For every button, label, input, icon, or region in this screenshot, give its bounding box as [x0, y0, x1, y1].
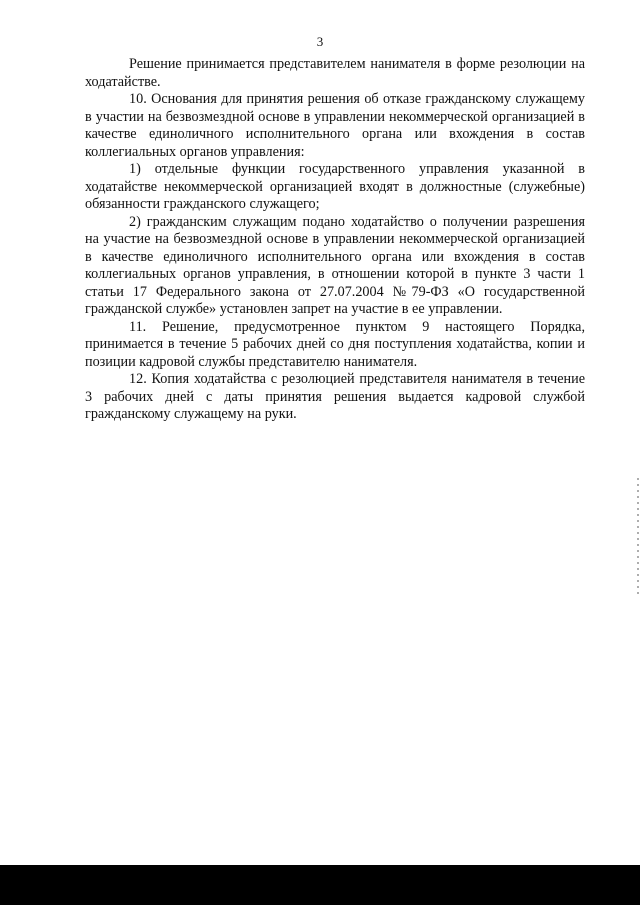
paragraph-10-item-1: 1) отдельные функции государственного управления указанной в ходатайстве некоммерческой организацией входят в должностные (служебные) обязанности гражданского служащего;: [85, 161, 585, 212]
paragraph-11-decision-term: 11. Решение, предусмотренное пунктом 9 настоящего Порядка, принимается в течение 5 рабочих дней со дня поступления ходатайства, копии и позиции кадровой службы представителю нанимателя.: [85, 318, 585, 370]
page-number: 3: [316, 34, 324, 49]
paragraph-10-item-2: 2) гражданским служащим подано ходатайство о получении разрешения на участие на безвозмездной основе в управлении некоммерческой организацией в качестве единоличного исполнительного органа или вхождения в состав коллегиальных органов управления, в отношении которой в пункте 3 части 1 статьи 17 Федерального закона от 27.07.2004 №79-ФЗ «О государственной гражданской службе» установлен запрет на участие в ее управлении.: [85, 213, 585, 317]
paragraph-resolution-form: Решение принимается представителем нанимателя в форме резолюции на ходатайстве.: [85, 56, 585, 90]
scan-edge-mark: [637, 478, 639, 598]
paragraph-10-refusal-grounds: 10. Основания для принятия решения об отказе гражданскому служащему в участии на безвозмездной основе в управлении некоммерческой организацией в качестве единоличного исполнительного органа или вхождения в состав коллегиальных органов управления:: [85, 91, 585, 160]
scan-bottom-border: [0, 865, 640, 905]
paragraph-12-copy-issuance: 12. Копия ходатайства с резолюцией представителя нанимателя в течение 3 рабочих дней с даты принятия решения выдается кадровой службой гражданскому служащему на руки.: [85, 371, 585, 422]
document-body: [85, 56, 585, 424]
